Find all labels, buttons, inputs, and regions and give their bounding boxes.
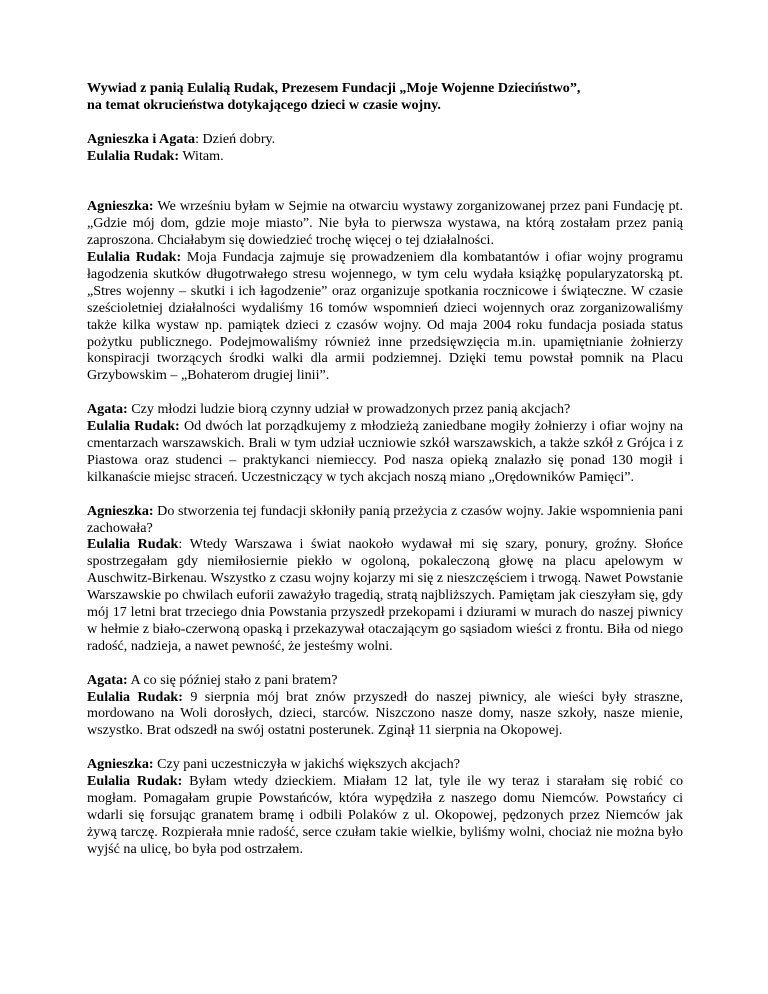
question: [87, 756, 683, 773]
title-line-2: na temat okrucieństwa dotykającego dzieci w czasie wojny.: [87, 96, 441, 113]
question: [87, 198, 683, 249]
speaker-name: Agnieszka:: [87, 756, 154, 773]
speaker-name: Agata:: [87, 401, 128, 418]
utterance: Czy pani uczestniczyła w jakichś większych akcjach?: [153, 756, 460, 773]
exchange-1: [87, 198, 683, 384]
speaker-name: Eulalia Rudak:: [87, 418, 180, 435]
speaker-name: Agnieszka:: [87, 502, 154, 519]
exchange-3: [87, 503, 683, 655]
exchange-4: [87, 672, 683, 740]
utterance: : Wtedy Warszawa i świat naokoło wydawał mi się szary, ponury, groźny. Słońce spostrzegałam gdy niemiłosiernie piekło w ogoloną, pokaleczoną głowę na placu apelowym w Auschwitz-Birkenau. Wszystko z czasu wojny kojarzy mi się z nieszczęściem i trwogą. Nawet Powstanie Warszawskie po chwilach euforii zaważyło tragedią, stratą najbliższych. Pamiętam jak cieszyłam się, gdy mój 17 letni brat trzeciego dnia Powstania przyszedł przekopami i dziurami w murach do naszej piwnicy w hełmie z biało-czerwoną opaską i przekazywał otaczającym go sąsiadom wieści z frontu. Biła od niego radość, nadzieja, a nawet pewność, że jesteśmy wolni.: [87, 536, 683, 654]
answer: [87, 249, 683, 384]
title-line-1: Wywiad z panią Eulalią Rudak, Prezesem Fundacji „Moje Wojenne Dzieciństwo”,: [87, 80, 581, 96]
question: [87, 401, 683, 418]
speaker-name: Eulalia Rudak:: [87, 249, 182, 266]
interview-title: [87, 80, 683, 114]
speaker-name: Eulalia Rudak:: [87, 688, 183, 705]
document-page: [87, 80, 683, 874]
answer: [87, 536, 683, 654]
utterance: Dzień dobry.: [198, 130, 276, 147]
speaker-name: Eulalia Rudak:: [87, 773, 183, 790]
answer: [87, 689, 683, 740]
greeting-line: [87, 148, 683, 165]
question: [87, 672, 683, 689]
utterance: 9 sierpnia mój brat znów przyszedł do naszej piwnicy, ale wieści były straszne, mordowano na Woli dorosłych, dzieci, starców. Niszczono nasze domy, nasze szkoły, nasze mienie, wszystko. Brat odszedł na swój ostatni posterunek. Zginął 11 sierpnia na Okopowej.: [87, 688, 683, 739]
speaker-name: Agnieszka:: [87, 198, 154, 215]
greeting-line: [87, 131, 683, 148]
utterance: Witam.: [179, 147, 224, 164]
utterance: We wrześniu byłam w Sejmie na otwarciu wystawy zorganizowanej przez pani Fundację pt. „Gdzie mój dom, gdzie moje miasto”. Nie była to pierwsza wystawa, na którą zostałam przez panią zaproszona. Chciałabym się dowiedzieć trochę więcej o tej działalności.: [87, 198, 683, 249]
answer: [87, 773, 683, 858]
speaker-name: Agata:: [87, 671, 128, 688]
separator: :: [195, 130, 199, 147]
question: [87, 503, 683, 537]
exchange-2: [87, 401, 683, 486]
greeting-block: [87, 131, 683, 165]
utterance: Byłam wtedy dzieckiem. Miałam 12 lat, tyle ile wy teraz i starałam się robić co mogłam. Pomagałam grupie Powstańców, która wypędziła z naszego domu Niemców. Powstańcy ci wdarli się forsując granatem bramę i odbili Polaków z ul. Okopowej, pędzonych przez Niemców jak żywą tarczę. Rozpierała mnie radość, serce czułam takie wielkie, byliśmy wolni, chociaż nie można było wyjść na ulicę, bo była pod ostrzałem.: [87, 773, 683, 857]
speaker-name: Eulalia Rudak: [87, 536, 179, 553]
speaker-name: Eulalia Rudak:: [87, 147, 180, 164]
speaker-name: Agnieszka i Agata: [87, 130, 196, 147]
utterance: Do stworzenia tej fundacji skłoniły panią przeżycia z czasów wojny. Jakie wspomnienia pani zachowała?: [87, 502, 683, 536]
utterance: Od dwóch lat porządkujemy z młodzieżą zaniedbane mogiły żołnierzy i ofiar wojny na cmentarzach warszawskich. Brali w tym udział uczniowie szkół warszawskich, a także szkół z Grójca i z Piastowa oraz studenci – praktykanci niemieccy. Pod nasza opieką znalazło się ponad 130 mogił i kilkanaście miejsc straceń. Uczestniczący w tych akcjach noszą miano „Orędowników Pamięci”.: [87, 418, 683, 485]
exchange-5: [87, 756, 683, 857]
utterance: Czy młodzi ludzie biorą czynny udział w prowadzonych przez panią akcjach?: [127, 401, 571, 418]
utterance: Moja Fundacja zajmuje się prowadzeniem dla kombatantów i ofiar wojny programu łagodzenia skutków długotrwałego stresu wojennego, w tym celu wydała książkę popularyzatorską pt. „Stres wojenny – skutki i ich łagodzenie” oraz organizuje spotkania rocznicowe i świąteczne. W czasie sześcioletniej działalności wydaliśmy 16 tomów wspomnień dzieci wojennych oraz zorganizowaliśmy także kilka wystaw np. pamiątek dzieci z czasów wojny. Od maja 2004 roku fundacja posiada status pożytku publicznego. Podejmowaliśmy również inne przedsięwzięcia m.in. upamiętnianie żołnierzy konspiracji tworzących środki walki dla armii podziemnej. Dzięki temu powstał pomnik na Placu Grzybowskim – „Bohaterom drugiej linii”.: [87, 249, 683, 384]
utterance: A co się później stało z pani bratem?: [127, 671, 338, 688]
answer: [87, 418, 683, 486]
